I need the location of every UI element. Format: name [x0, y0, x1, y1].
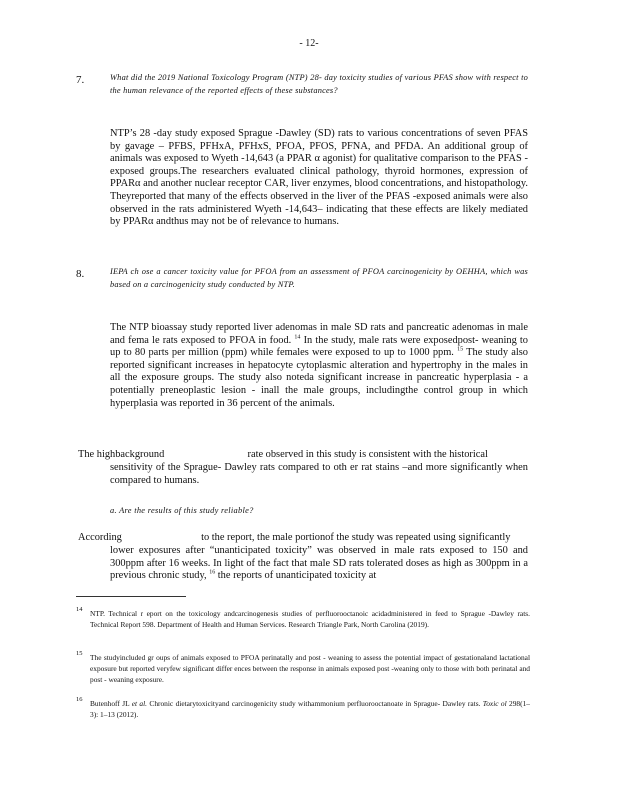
footnote-15-text: The studyincluded gr oups of animals exposed to PFOA perinatally and post - weaning to assess the potential impact of gestationaland lactational exposure but reported veryfew significant differ ences between the response in animals exposed post -weaning only to those with both perinatal and post - weaning exposure.	[90, 653, 530, 684]
background-paragraph-first-line	[78, 449, 488, 462]
answer-8-text	[110, 322, 528, 410]
page-number: - 12-	[299, 38, 319, 49]
background-lead: The highbackground	[78, 449, 165, 460]
footnote-14-text: NTP. Technical r eport on the toxicology andcarcinogenesis studies of perfluorooctanoic acidadministered in feed to Sprague -Dawley rats. Technical Report 598. Department of Health and Human Services. Research Triangle Park, North Carolina (2019).	[90, 609, 530, 629]
question-7-text: What did the 2019 National Toxicology Program (NTP) 28- day toxicity studies of various PFAS show with respect to the human relevance of the reported effects of these substances?	[110, 73, 528, 95]
according-rest-part2: the reports of unanticipated toxicity at	[217, 570, 377, 582]
footnote-separator	[76, 596, 186, 597]
footnote-ref-16: 16	[209, 569, 216, 576]
footnote-16-citation: 298(1– 3): 1–13 (2012).	[90, 699, 530, 719]
footnote-16-title: Chronic dietarytoxicityand carcinogenicity study withammonium perfluorooctanoate in Sprague- Dawley rats.	[149, 699, 481, 708]
subquestion-a: a. Are the results of this study reliable?	[110, 506, 254, 515]
footnote-16-authors: Butenhoff JL	[90, 699, 130, 708]
footnote-15-number: 15	[76, 650, 83, 657]
according-paragraph-rest	[110, 545, 528, 583]
answer-8-part1: The NTP bioassay study reported liver adenomas in male SD rats and pancreatic adenomas in male and fema le rats exposed to PFOA in food.	[110, 322, 528, 346]
question-7-number: 7.	[76, 74, 85, 86]
question-8-number: 8.	[76, 268, 85, 280]
answer-7-text: NTP’s 28 -day study exposed Sprague -Dawley (SD) rats to various concentrations of seven PFAS by gavage – PFBS, PFHxA, PFHxS, PFOA, PFOS, PFNA, and PFDA. An additional group of animals was exposed to Wyeth -14,643 (a PPAR α agonist) for qualitative comparison to the PFAS -exposed groups.The researchers evaluated clinical pathology, thyroid hormones, expression of PPARα and another nuclear receptor CAR, liver enzymes, blood concentrations, and histopathology. Theyreported that many of the effects observed in the liver of the PFAS -exposed animals were also observed in the rats administered Wyeth -14,643– indicating that these effects are likely mediated by PPARα andthus may not be of relevance to humans.	[110, 128, 528, 228]
footnote-14-number: 14	[76, 606, 83, 613]
question-8-text: IEPA ch ose a cancer toxicity value for PFOA from an assessment of PFOA carcinogenicity by OEHHA, which was based on a carcinogenicity study conducted by NTP.	[110, 267, 528, 289]
footnote-16-text	[90, 698, 530, 720]
according-lead: According	[78, 532, 122, 543]
footnote-16-etal: et al.	[131, 699, 148, 708]
answer-8-part3: The study also reported significant increases in hepatocyte cytoplasmic alteration and hypertrophy in the males in all the exposure groups. The study also noteda significant increase in pancreatic hyperplasia - a potentially preneoplastic lesion - inall the male groups, includingthe control group in which hyperplasia was reported in 36 percent of the animals.	[110, 347, 528, 409]
footnote-16-journal: Toxic ol	[482, 699, 507, 708]
footnote-ref-15: 15	[457, 346, 464, 353]
according-paragraph-first-line	[78, 532, 510, 545]
footnote-16-number: 16	[76, 696, 83, 703]
background-paragraph-rest: sensitivity of the Sprague- Dawley rats compared to oth er rat stains –and more significantly when compared to humans.	[110, 462, 528, 486]
background-first-rest: rate observed in this study is consistent with the historical	[247, 449, 488, 460]
according-rest-part1: lower exposures after “unanticipated toxicity” was observed in male rats exposed to 150 and 300ppm after 16 weeks. In light of the fact that male SD rats tolerated doses as high as 300ppm in a previous chronic study,	[110, 545, 528, 582]
footnote-ref-14: 14	[294, 334, 301, 341]
answer-8-part2: In the study, male rats were exposedpost- weaning to up to 80 parts per million (ppm) while females were exposed to up to 1000 ppm.	[110, 334, 528, 359]
according-first-rest: to the report, the male portionof the study was repeated using significantly	[201, 532, 511, 543]
